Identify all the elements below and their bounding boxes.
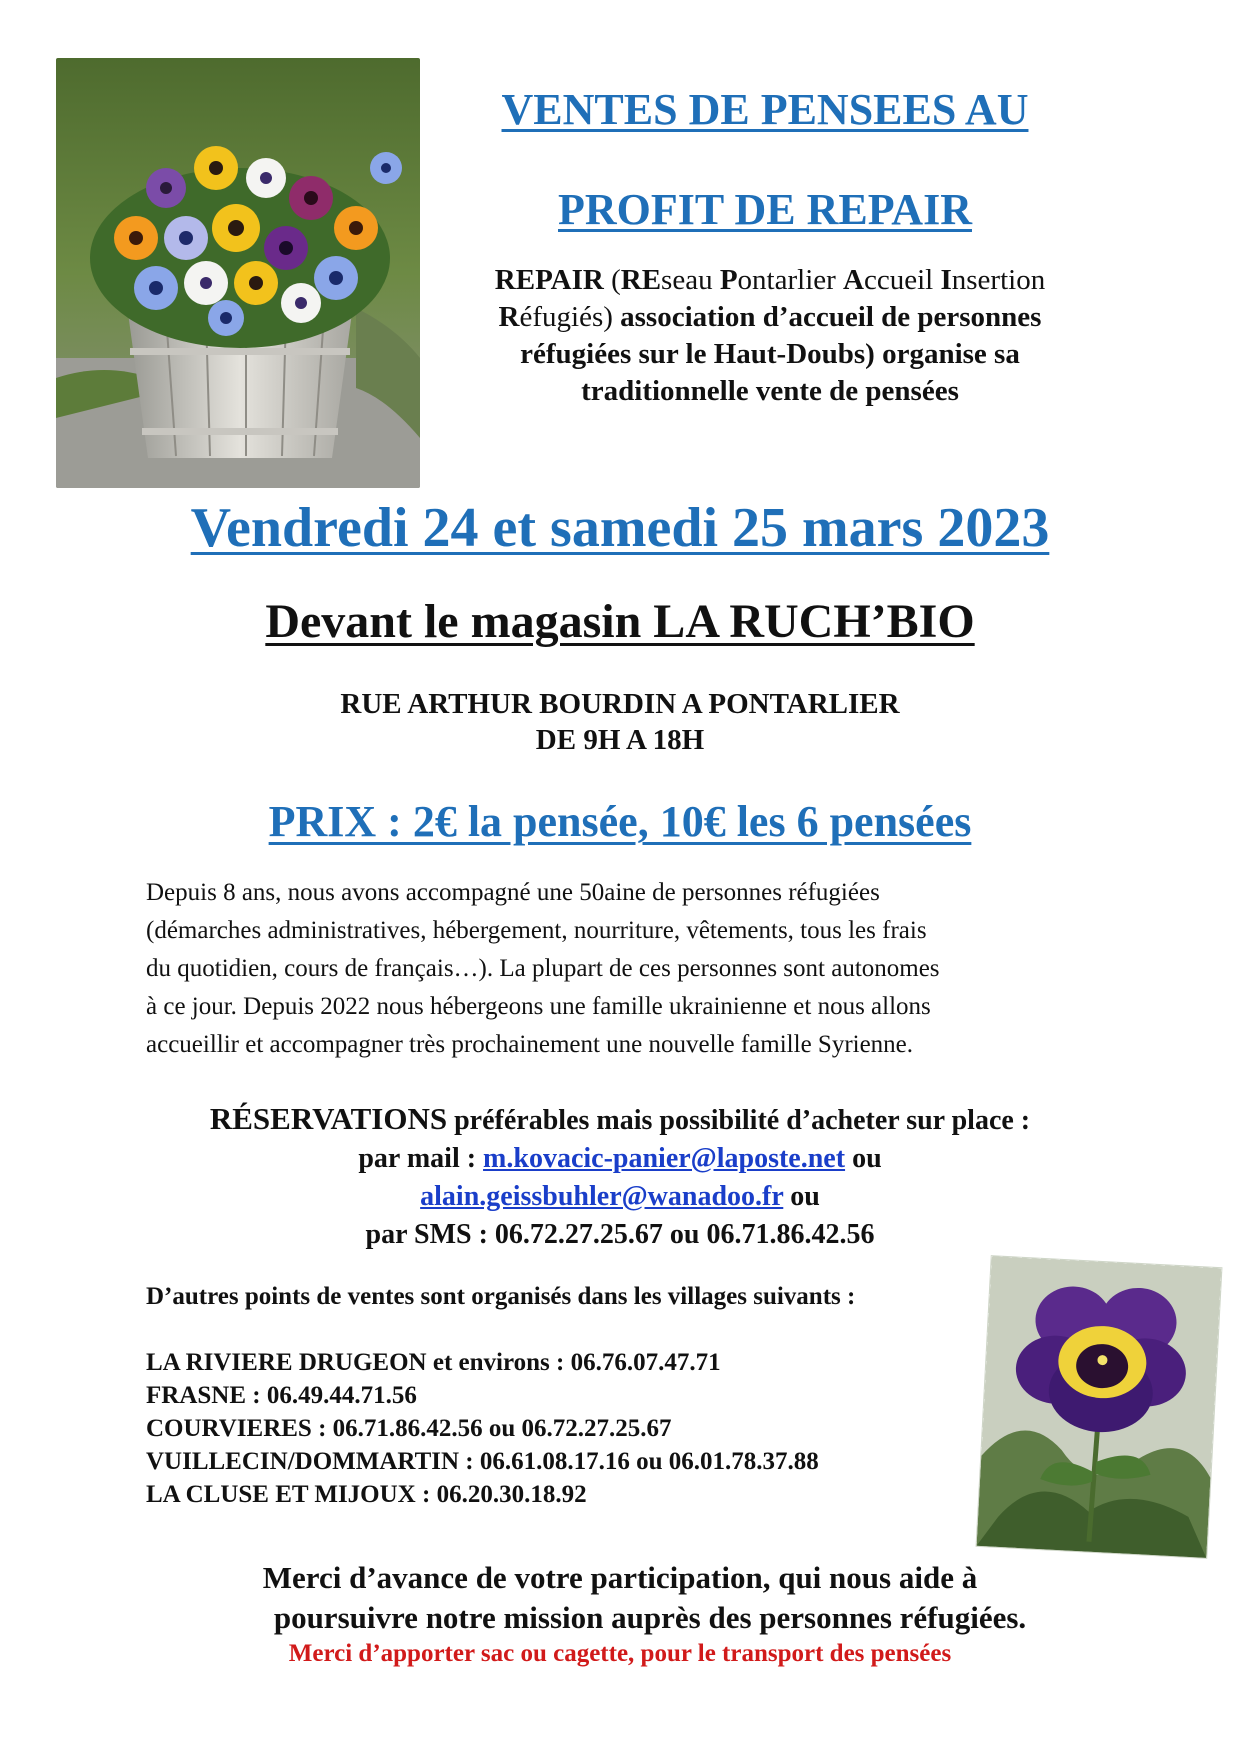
event-hours: DE 9H A 18H: [535, 724, 705, 756]
title-line-2: PROFIT DE REPAIR: [558, 185, 972, 234]
thanks-block: [60, 1558, 1180, 1638]
intro-text-bold: association d’accueil de personnes: [620, 301, 1042, 333]
event-venue-text: Devant le magasin LA RUCH’BIO: [265, 595, 975, 648]
description-paragraph: [146, 874, 1096, 1064]
email-link-2[interactable]: alain.geissbuhler@wanadoo.fr: [420, 1181, 784, 1212]
price-line: [60, 796, 1180, 847]
village-item: LA RIVIERE DRUGEON et environs : 06.76.07.47.71: [146, 1349, 721, 1376]
event-address: RUE ARTHUR BOURDIN A PONTARLIER: [340, 688, 900, 720]
description-line: Depuis 8 ans, nous avons accompagné une 50aine de personnes réfugiées: [146, 879, 880, 906]
intro-initial: RE: [620, 264, 662, 296]
other-points-heading: D’autres points de ventes sont organisés dans les villages suivants :: [146, 1283, 856, 1310]
or-text: ou: [845, 1143, 882, 1174]
sms-line: par SMS : 06.72.27.25.67 ou 06.71.86.42.56: [365, 1219, 875, 1250]
intro-text: seau: [661, 264, 720, 296]
pansies-tub-photo: [56, 58, 420, 488]
intro-initial: P: [719, 264, 738, 296]
intro-initial: R: [498, 301, 520, 333]
thanks-line-2: poursuivre notre mission auprès des personnes réfugiées.: [273, 1600, 1027, 1635]
description-line: du quotidien, cours de français…). La plupart de ces personnes sont autonomes: [146, 955, 940, 982]
village-item: COURVIERES : 06.71.86.42.56 ou 06.72.27.25.67: [146, 1415, 672, 1442]
intro-line-4: traditionnelle vente de pensées: [581, 375, 959, 407]
thanks-line-1: Merci d’avance de votre participation, qui nous aide à: [262, 1560, 978, 1595]
intro-paragraph: [430, 262, 1110, 410]
page-title: [440, 60, 1090, 260]
intro-text: (: [603, 264, 621, 296]
price-text: PRIX : 2€ la pensée, 10€ les 6 pensées: [268, 797, 972, 846]
village-item: VUILLECIN/DOMMARTIN : 06.61.08.17.16 ou 06.01.78.37.88: [146, 1448, 819, 1475]
intro-repair: REPAIR: [494, 264, 604, 296]
event-address-block: [60, 686, 1180, 758]
intro-initial: A: [843, 264, 864, 296]
bring-bag-notice: Merci d’apporter sac ou cagette, pour le transport des pensées: [288, 1640, 952, 1667]
event-date: [60, 496, 1180, 560]
or-text: ou: [783, 1181, 820, 1212]
mail-prefix: par mail :: [358, 1143, 484, 1174]
description-line: (démarches administratives, hébergement, nourriture, vêtements, tous les frais: [146, 917, 927, 944]
reservations-block: [60, 1100, 1180, 1254]
intro-text: ccueil: [863, 264, 941, 296]
villages-list: [146, 1346, 986, 1511]
intro-text: ontarlier: [737, 264, 844, 296]
intro-initial: I: [940, 264, 952, 296]
single-pansy-photo: [977, 1256, 1222, 1558]
intro-text: éfugiés): [519, 301, 621, 333]
description-line: à ce jour. Depuis 2022 nous hébergeons une famille ukrainienne et nous allons: [146, 993, 931, 1020]
intro-text: nsertion: [951, 264, 1046, 296]
event-date-text: Vendredi 24 et samedi 25 mars 2023: [190, 497, 1050, 559]
reservations-heading-rest: préférables mais possibilité d’acheter sur place :: [447, 1105, 1031, 1136]
village-item: LA CLUSE ET MIJOUX : 06.20.30.18.92: [146, 1481, 587, 1508]
description-line: accueillir et accompagner très prochainement une nouvelle famille Syrienne.: [146, 1031, 914, 1058]
village-item: FRASNE : 06.49.44.71.56: [146, 1382, 417, 1409]
intro-line-3: réfugiées sur le Haut-Doubs) organise sa: [520, 338, 1020, 370]
event-venue: [60, 594, 1180, 649]
email-link-1[interactable]: m.kovacic-panier@laposte.net: [483, 1143, 846, 1174]
title-line-1: VENTES DE PENSEES AU: [501, 85, 1029, 134]
reservations-heading: RÉSERVATIONS: [209, 1101, 448, 1136]
